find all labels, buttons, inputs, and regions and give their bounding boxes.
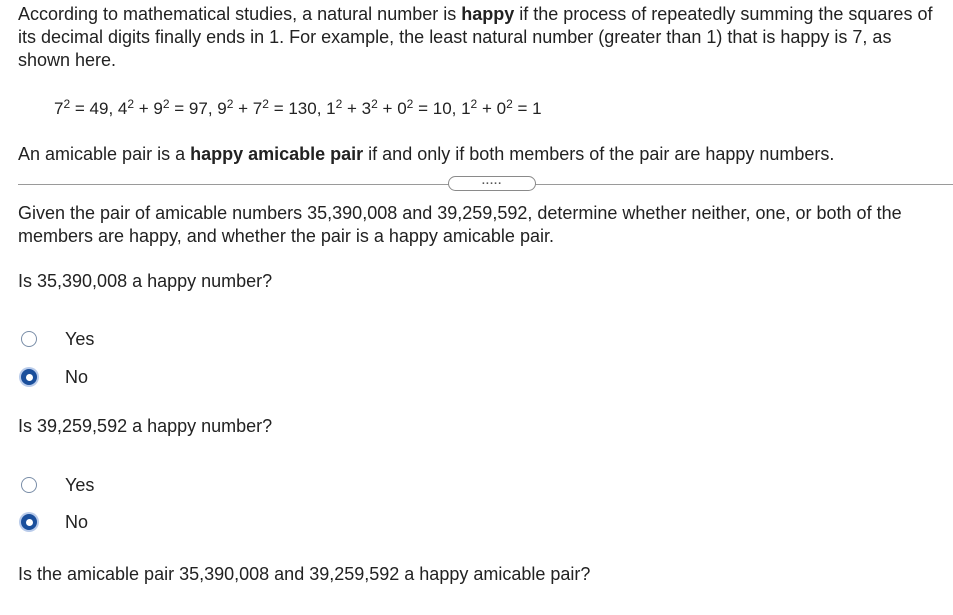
- part3-prompt: Is the amicable pair 35,390,008 and 39,259,592 a happy amicable pair?: [18, 564, 591, 584]
- part1-yes-label: Yes: [65, 328, 95, 349]
- radio-unchecked-icon[interactable]: [21, 331, 37, 347]
- part2-prompt: Is 39,259,592 a happy number?: [18, 416, 273, 436]
- part2-option-no[interactable]: [21, 511, 88, 533]
- part1-no-label: No: [65, 366, 89, 387]
- radio-checked-icon[interactable]: [21, 369, 37, 385]
- radio-unchecked-icon[interactable]: [21, 477, 37, 493]
- part2-yes-label: Yes: [65, 474, 95, 495]
- intro-text-2: if the process of repeatedly summing the squares of its decimal digits finally ends in 1. For example, the least natural number (greater than 1) that is happy is 7, as shown here.: [18, 4, 933, 70]
- question-text: Given the pair of amicable numbers 35,390,008 and 39,259,592, determine whether neither, one, or both of the members are happy, and whether the pair is a happy amicable pair.: [18, 203, 902, 246]
- more-dots-icon: .....: [481, 175, 503, 187]
- part1-option-yes[interactable]: [21, 328, 94, 350]
- radio-checked-icon[interactable]: [21, 514, 37, 530]
- intro-text-1: According to mathematical studies, a natural number is: [18, 4, 462, 24]
- part2-no-label: No: [65, 511, 89, 532]
- expand-button[interactable]: [448, 176, 536, 191]
- intro-bold-happy: happy: [461, 4, 515, 24]
- definition-bold: happy amicable pair: [190, 144, 364, 164]
- part1-prompt: Is 35,390,008 a happy number?: [18, 271, 273, 291]
- happy-sequence-equation: $7^2 = 49$, $4^2 + 9^2 = 97$, $9^2 + 7^2 = 130$, $1^2 + 3^2 + 0^2 = 10$, $1^2 + 0^2 = 1$: [54, 97, 542, 118]
- definition-paragraph: An amicable pair is a happy amicable pair if and only if both members of the pair are happy numbers.: [18, 144, 835, 164]
- part2-option-yes[interactable]: [21, 474, 94, 496]
- intro-paragraph: [18, 3, 943, 72]
- part1-option-no[interactable]: [21, 366, 88, 388]
